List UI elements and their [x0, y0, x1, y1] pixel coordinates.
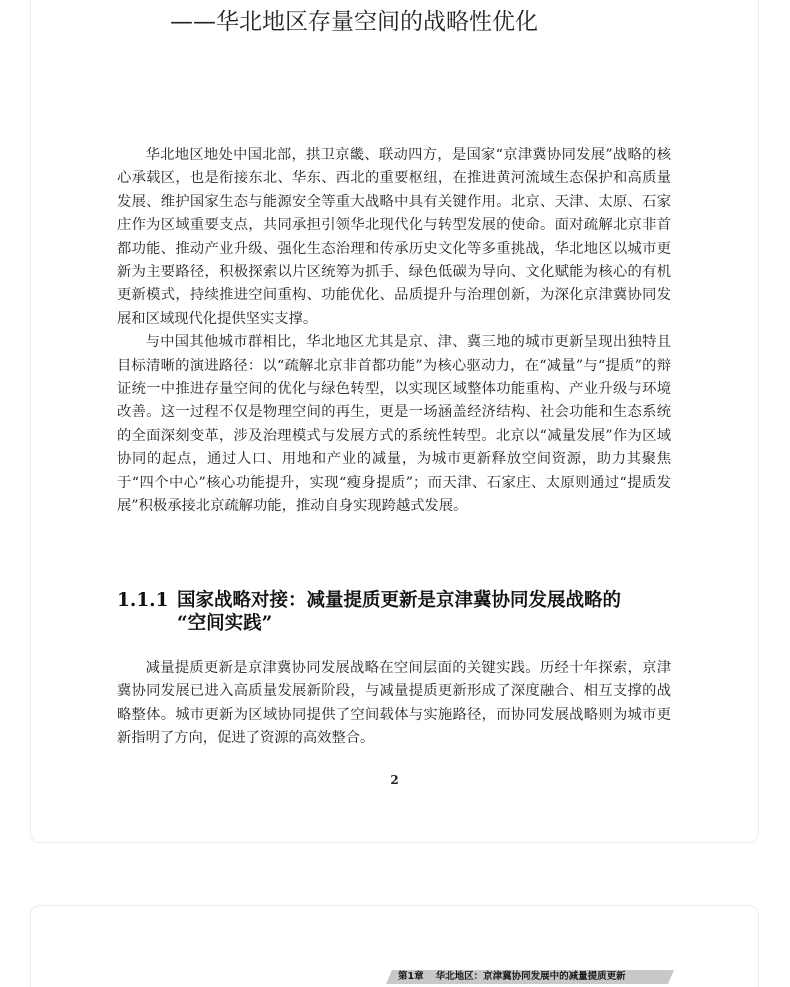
running-header — [386, 970, 674, 984]
subsection-title-line1: 国家战略对接：减量提质更新是京津冀协同发展战略的 — [177, 590, 622, 611]
paragraph: 减量提质更新是京津冀协同发展战略在空间层面的关键实践。历经十年探索，京津冀协同发展已进入高质量发展新阶段，与减量提质更新形成了深度融合、相互支撑的战略整体。城市更新为区域协同提供了空间载体与实施路径，而协同发展战略则为城市更新指明了方向，促进了资源的高效整合。 — [117, 660, 671, 747]
chapter-label: 第1章 — [398, 971, 424, 982]
page-number: 2 — [390, 773, 399, 787]
body-text-block — [117, 657, 671, 751]
paragraph: 与中国其他城市群相比，华北地区尤其是京、津、冀三地的城市更新呈现出独特且目标清晰的演进路径：以“疏解北京非首都功能”为核心驱动力，在“减量”与“提质”的辩证统一中推进存量空间的优化与绿色转型，以实现区域整体功能重构、产业升级与环境改善。这一过程不仅是物理空间的再生，更是一场涵盖经济结构、社会功能和生态系统的全面深刻变革，涉及治理模式与发展方式的系统性转型。北京以“减量发展”作为区域协同的起点，通过人口、用地和产业的减量，为城市更新释放空间资源，助力其聚焦于“四个中心”核心功能提升，实现“瘦身提质”；而天津、石家庄、太原则通过“提质发展”积极承接北京疏解功能，推动自身实现跨越式发展。 — [117, 334, 671, 515]
subsection-title-line2: “空间实践” — [177, 613, 273, 634]
paragraph: 华北地区地处中国北部，拱卫京畿、联动四方，是国家“京津冀协同发展”战略的核心承载区，也是衔接东北、华东、西北的重要枢纽，在推进黄河流域生态保护和高质量发展、维护国家生态与能源安全等重大战略中具有关键作用。北京、天津、太原、石家庄作为区域重要支点，共同承担引领华北现代化与转型发展的使命。面对疏解北京非首都功能、推动产业升级、强化生态治理和传承历史文化等多重挑战，华北地区以城市更新为主要路径，积极探索以片区统筹为抓手、绿色低碳为导向、文化赋能为核心的有机更新模式，持续推进空间重构、功能优化、品质提升与治理创新，为深化京津冀协同发展和区域现代化提供坚实支撑。 — [117, 147, 671, 327]
section-subtitle: ——华北地区存量空间的战略性优化 — [170, 9, 538, 35]
chapter-title: 华北地区：京津冀协同发展中的减量提质更新 — [435, 971, 626, 982]
body-text-block — [117, 144, 671, 519]
section-heading — [115, 0, 538, 38]
document-page-2 — [30, 0, 759, 843]
subsection-heading — [117, 589, 677, 635]
subsection-number: 1.1.1 — [117, 590, 169, 611]
document-page-3 — [30, 905, 759, 987]
